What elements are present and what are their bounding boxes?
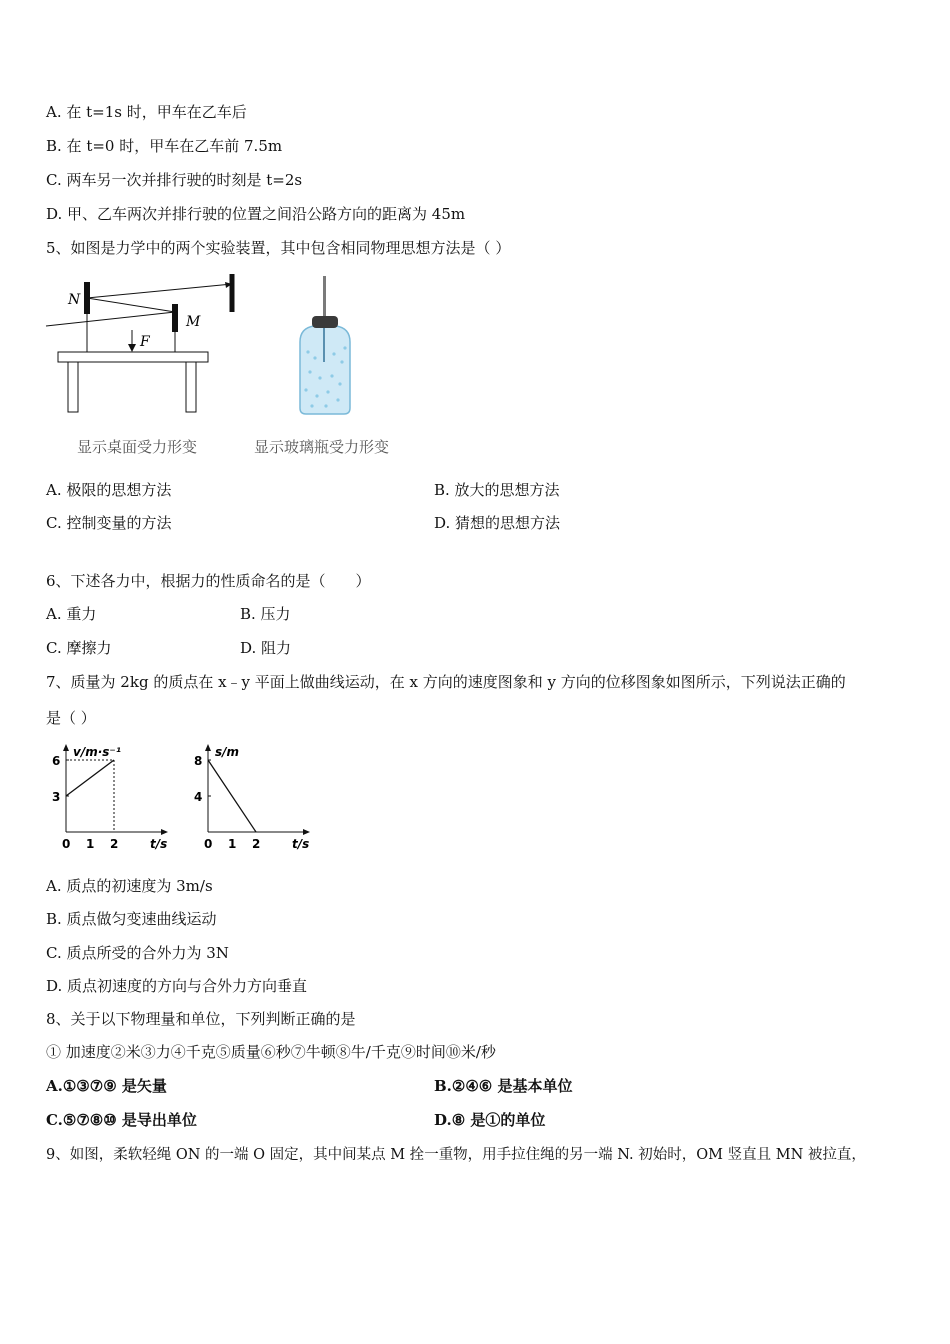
x-tick-label: 1 <box>228 837 237 851</box>
x-tick-label: 1 <box>86 837 95 851</box>
q8-option-a: A.①③⑦⑨ 是矢量 <box>46 1077 167 1095</box>
q7-option-b: B. 质点做匀变速曲线运动 <box>46 910 217 928</box>
figure1-caption: 显示桌面受力形变 <box>77 438 198 456</box>
x-tick-label: 0 <box>204 837 213 851</box>
q4-option-c: C. 两车另一次并排行驶的时刻是 t=2s <box>46 171 303 189</box>
y-tick-label: 3 <box>52 790 61 804</box>
y-tick-label: 6 <box>52 754 61 768</box>
q5-option-d: D. 猜想的思想方法 <box>434 514 561 532</box>
displacement-time-chart <box>188 742 318 854</box>
q5-option-a: A. 极限的思想方法 <box>46 481 172 499</box>
x-tick-label: 0 <box>62 837 71 851</box>
y-axis-arrow <box>205 744 211 751</box>
label-n: N <box>68 292 81 308</box>
q4-option-a: A. 在 t=1s 时，甲车在乙车后 <box>46 103 247 121</box>
q6-option-c: C. 摩擦力 <box>46 639 112 657</box>
q8-option-b: B.②④⑥ 是基本单位 <box>434 1077 573 1095</box>
table-deformation-figure <box>40 268 250 418</box>
q6-stem: 6、下述各力中，根据力的性质命名的是（ ） <box>46 572 371 590</box>
q4-option-d: D. 甲、乙车两次并排行驶的位置之间沿公路方向的距离为 45m <box>46 205 466 223</box>
q8-option-c: C.⑤⑦⑧⑩ 是导出单位 <box>46 1111 197 1129</box>
x-tick-label: 2 <box>110 837 119 851</box>
q4-option-b: B. 在 t=0 时，甲车在乙车前 7.5m <box>46 137 283 155</box>
x-axis-arrow <box>303 829 310 835</box>
q7-stem-line1: 7、质量为 2kg 的质点在 x﹣y 平面上做曲线运动，在 x 方向的速度图象和 y 方向的位移图象如图所示，下列说法正确的 <box>46 673 846 691</box>
q7-option-c: C. 质点所受的合外力为 3N <box>46 944 229 962</box>
q5-stem: 5、如图是力学中的两个实验装置，其中包含相同物理思想方法是（ ） <box>46 239 511 257</box>
q6-option-a: A. 重力 <box>46 605 97 623</box>
figure2-caption: 显示玻璃瓶受力形变 <box>254 438 390 456</box>
series-line <box>208 760 256 832</box>
label-m: M <box>186 314 201 330</box>
q6-option-d: D. 阻力 <box>240 639 292 657</box>
q6-option-b: B. 压力 <box>240 605 291 623</box>
q7-stem-line2: 是（ ） <box>46 709 96 727</box>
y-tick-label: 4 <box>194 790 203 804</box>
x-axis-title: t/s <box>150 837 168 851</box>
series-line <box>66 760 114 796</box>
q5-option-c: C. 控制变量的方法 <box>46 514 172 532</box>
y-axis-arrow <box>63 744 69 751</box>
q9-stem: 9、如图，柔软轻绳 ON 的一端 O 固定，其中间某点 M 拴一重物，用手拉住绳的另一端 N. 初始时，OM 竖直且 MN 被拉直， <box>46 1147 866 1163</box>
y-axis-title: s/m <box>215 745 240 759</box>
q7-option-a: A. 质点的初速度为 3m/s <box>46 877 213 895</box>
velocity-time-chart <box>46 742 176 854</box>
x-axis-arrow <box>161 829 168 835</box>
q8-stem: 8、关于以下物理量和单位，下列判断正确的是 <box>46 1010 356 1028</box>
glass-bottle-figure <box>290 272 360 422</box>
q5-option-b: B. 放大的思想方法 <box>434 481 560 499</box>
label-f: F <box>140 334 150 350</box>
q8-option-d: D.⑧ 是①的单位 <box>434 1111 546 1129</box>
q8-items: ① 加速度②米③力④千克⑤质量⑥秒⑦牛顿⑧牛/千克⑨时间⑩米/秒 <box>46 1043 496 1061</box>
q7-option-d: D. 质点初速度的方向与合外力方向垂直 <box>46 977 308 995</box>
y-axis-title: v/m·s⁻¹ <box>73 745 121 759</box>
x-axis-title: t/s <box>292 837 310 851</box>
y-tick-label: 8 <box>194 754 203 768</box>
x-tick-label: 2 <box>252 837 261 851</box>
